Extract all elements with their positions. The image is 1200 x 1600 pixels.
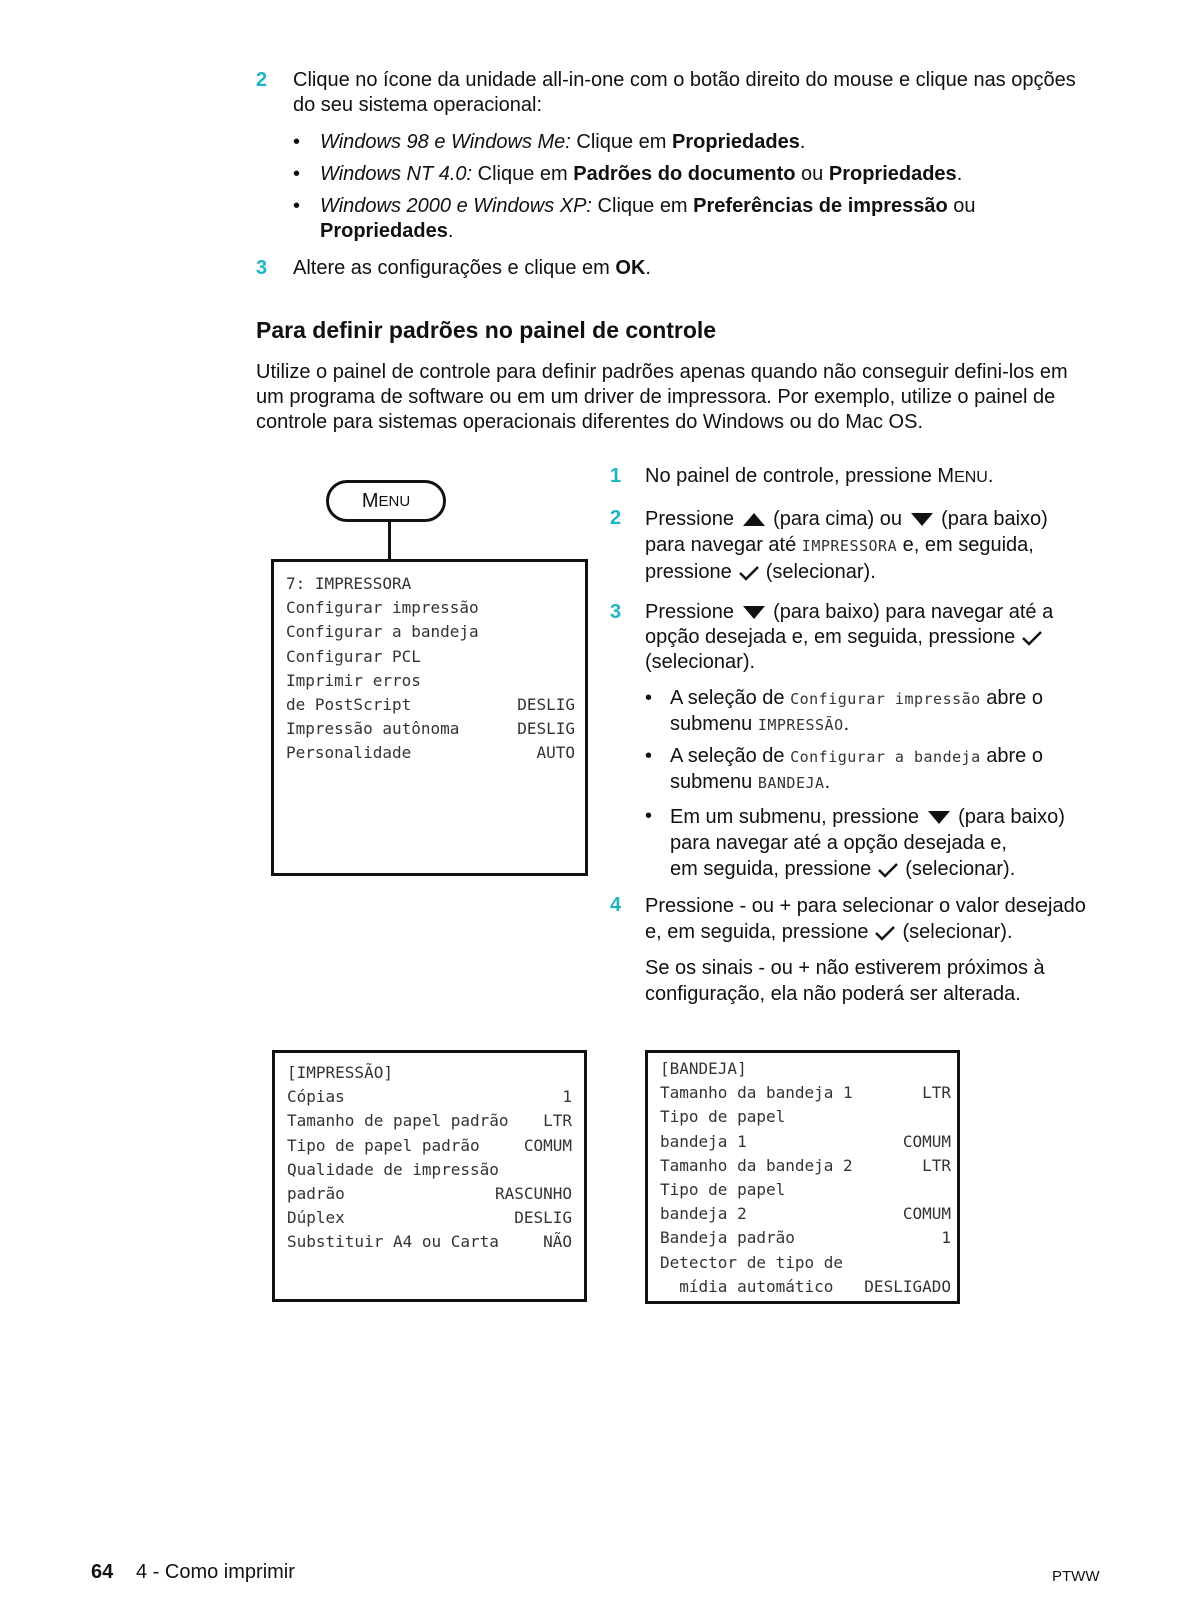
lcd-row xyxy=(660,1081,951,1105)
text: (para baixo) xyxy=(958,806,1065,828)
text: abre o xyxy=(980,687,1043,709)
lcd-label: 7: IMPRESSORA xyxy=(286,574,412,593)
step-text xyxy=(293,68,1113,118)
lcd-row xyxy=(286,717,575,741)
lcd-value: DESLIG xyxy=(517,695,575,715)
lcd-row xyxy=(660,1251,951,1275)
lcd-label: Cópias xyxy=(287,1087,345,1107)
text: e, em seguida, pressione xyxy=(645,921,869,943)
lcd-label: Configurar a bandeja xyxy=(286,622,479,642)
lcd-label: Dúplex xyxy=(287,1208,345,1228)
lcd-label: Configurar PCL xyxy=(286,646,421,666)
text: opção desejada e, em seguida, pressione xyxy=(645,626,1016,648)
lcd-label: Personalidade xyxy=(286,743,412,763)
text: A seleção de xyxy=(670,745,791,767)
lcd-row xyxy=(286,572,575,596)
text: . xyxy=(824,771,831,793)
text: Clique em xyxy=(570,131,673,153)
lcd-main-menu xyxy=(271,559,588,876)
list-item xyxy=(645,744,1145,804)
lcd-row xyxy=(660,1202,951,1226)
down-arrow-icon xyxy=(743,606,765,619)
intro-line: um programa de software ou em um driver de impressora. Por exemplo, utilize o painel de xyxy=(256,386,1056,408)
step-number: 3 xyxy=(256,257,268,279)
text: A seleção de xyxy=(670,687,791,709)
lcd-label: Tamanho da bandeja 1 xyxy=(660,1083,853,1103)
menu-label-rest: ENU xyxy=(378,492,411,510)
lcd-label: bandeja 1 xyxy=(660,1131,747,1151)
text: submenu xyxy=(670,771,758,793)
lcd-row xyxy=(287,1061,572,1085)
text: pressione xyxy=(645,561,732,583)
lcd-term: BANDEJA xyxy=(757,774,825,792)
text: abre o xyxy=(980,745,1043,767)
connector-line xyxy=(388,522,391,560)
up-arrow-icon xyxy=(743,513,765,526)
lcd-value: AUTO xyxy=(536,743,575,763)
lcd-row xyxy=(660,1105,951,1129)
text: . xyxy=(447,220,454,242)
lcd-label: Tamanho de papel padrão xyxy=(287,1111,509,1131)
lcd-lines xyxy=(287,1061,572,1255)
text: (para baixo) para navegar até a xyxy=(773,601,1054,623)
os-label: Windows 2000 e Windows XP: xyxy=(320,195,592,217)
lcd-value: LTR xyxy=(922,1155,951,1175)
list-item xyxy=(645,804,1145,893)
bold-term: Propriedades xyxy=(320,220,448,242)
step-4 xyxy=(610,893,1110,1003)
lcd-label: mídia automático xyxy=(660,1276,834,1296)
lcd-label: Tipo de papel xyxy=(660,1180,786,1200)
note-text: Se os sinais - ou + não estiverem próximos à xyxy=(645,957,1045,979)
lcd-label: de PostScript xyxy=(286,695,412,715)
bold-term: Propriedades xyxy=(672,131,800,153)
section-heading: Para definir padrões no painel de controle xyxy=(256,317,717,343)
lcd-value: COMUM xyxy=(902,1204,951,1224)
text: ou xyxy=(947,195,976,217)
lcd-label: Bandeja padrão xyxy=(660,1228,795,1248)
lcd-term: IMPRESSORA xyxy=(801,537,898,555)
lcd-lines xyxy=(660,1057,951,1299)
lcd-lines xyxy=(286,572,575,766)
step-2 xyxy=(610,506,1110,600)
menu-button xyxy=(326,480,446,522)
lcd-row xyxy=(286,693,575,717)
text: para navegar até a opção desejada e, xyxy=(670,832,1007,854)
checkmark-icon xyxy=(874,925,896,941)
os-label: Windows NT 4.0: xyxy=(320,163,473,185)
text: (para baixo) xyxy=(941,508,1048,530)
text: Pressione xyxy=(645,508,734,530)
chapter-title: 4 - Como imprimir xyxy=(136,1561,295,1583)
intro-line: controle para sistemas operacionais diferentes do Windows ou do Mac OS. xyxy=(256,411,924,433)
text: . xyxy=(645,257,651,279)
doc-code: PTWW xyxy=(1052,1568,1100,1585)
lcd-label: Imprimir erros xyxy=(286,670,421,690)
bold-term: Propriedades xyxy=(828,163,957,185)
bullet-dot: • xyxy=(645,687,653,709)
text: (selecionar). xyxy=(902,921,1013,943)
lcd-row xyxy=(286,741,575,765)
text: (para cima) ou xyxy=(773,508,902,530)
lcd-row xyxy=(660,1178,951,1202)
text: (selecionar). xyxy=(765,561,876,583)
intro-line: Utilize o painel de controle para definir padrões apenas quando não conseguir defini-los em xyxy=(256,361,1068,383)
text: submenu xyxy=(670,713,758,735)
lcd-label: Detector de tipo de xyxy=(660,1252,844,1272)
bullet-dot: • xyxy=(293,131,301,153)
step-number: 4 xyxy=(610,894,622,916)
lcd-impressao-menu xyxy=(272,1050,587,1302)
step-line: Clique no ícone da unidade all-in-one com o botão direito do mouse e clique nas opções xyxy=(293,69,1076,91)
lcd-label: [BANDEJA] xyxy=(660,1059,747,1078)
lcd-row xyxy=(287,1230,572,1254)
text: . xyxy=(956,163,963,185)
down-arrow-icon xyxy=(928,811,950,824)
lcd-label: Impressão autônoma xyxy=(286,719,460,739)
text: para navegar até xyxy=(645,534,797,556)
lcd-row xyxy=(660,1226,951,1250)
text: No painel de controle, pressione M xyxy=(645,465,955,487)
down-arrow-icon xyxy=(911,513,933,526)
step-1 xyxy=(610,464,1110,506)
step-number: 2 xyxy=(610,507,622,529)
lcd-row xyxy=(660,1057,951,1081)
step-number: 3 xyxy=(610,601,622,623)
lcd-bandeja-menu xyxy=(645,1050,960,1304)
lcd-label: Tamanho da bandeja 2 xyxy=(660,1155,853,1175)
step-line: do seu sistema operacional: xyxy=(293,94,543,116)
bold-term: OK xyxy=(615,257,646,279)
text: Clique em xyxy=(592,195,694,217)
lcd-value: 1 xyxy=(941,1228,951,1248)
lcd-row xyxy=(287,1109,572,1133)
lcd-value: DESLIGADO xyxy=(864,1276,951,1296)
lcd-label: bandeja 2 xyxy=(660,1204,747,1224)
bold-term: Padrões do documento xyxy=(573,163,796,185)
lcd-value: 1 xyxy=(562,1087,572,1107)
lcd-value: DESLIG xyxy=(514,1208,572,1228)
lcd-value: COMUM xyxy=(902,1131,951,1151)
lcd-row xyxy=(286,620,575,644)
bullet-dot: • xyxy=(293,195,301,217)
lcd-label: Tipo de papel xyxy=(660,1107,786,1127)
checkmark-icon xyxy=(877,862,899,878)
text: Clique em xyxy=(472,163,574,185)
step-3 xyxy=(610,600,1110,686)
text: e, em seguida, xyxy=(902,534,1034,556)
lcd-label: Configurar impressão xyxy=(286,598,479,618)
lcd-row xyxy=(660,1154,951,1178)
step-number: 2 xyxy=(256,69,268,91)
lcd-row xyxy=(287,1158,572,1182)
bullet-dot: • xyxy=(645,745,653,767)
bullet-dot: • xyxy=(293,163,301,185)
lcd-label: Qualidade de impressão xyxy=(287,1159,499,1179)
list-item xyxy=(645,686,1145,744)
lcd-value: COMUM xyxy=(523,1135,572,1155)
lcd-value: NÃO xyxy=(543,1232,572,1252)
lcd-term: IMPRESSÃO xyxy=(757,716,844,734)
intro-paragraph xyxy=(256,360,1136,435)
menu-smallcaps: ENU xyxy=(954,469,988,486)
os-label: Windows 98 e Windows Me: xyxy=(320,131,571,153)
lcd-label: padrão xyxy=(287,1184,345,1204)
lcd-row xyxy=(287,1182,572,1206)
text: Altere as configurações e clique em xyxy=(293,257,616,279)
lcd-value: DESLIG xyxy=(517,719,575,739)
lcd-label: Substituir A4 ou Carta xyxy=(287,1232,499,1252)
lcd-value: RASCUNHO xyxy=(494,1184,572,1204)
lcd-value: LTR xyxy=(922,1083,951,1103)
lcd-label: Tipo de papel padrão xyxy=(287,1135,480,1155)
text: (selecionar). xyxy=(645,651,756,673)
menu-label-initial: M xyxy=(361,489,379,512)
lcd-row xyxy=(287,1206,572,1230)
step-text xyxy=(293,256,651,281)
bold-term: Preferências de impressão xyxy=(693,195,948,217)
text: em seguida, pressione xyxy=(670,858,872,880)
text: Pressione xyxy=(645,601,734,623)
text: Pressione - ou + para selecionar o valor desejado xyxy=(645,895,1086,917)
text: ou xyxy=(795,163,829,185)
lcd-row xyxy=(287,1134,572,1158)
lcd-term: Configurar a bandeja xyxy=(790,748,981,766)
lcd-row xyxy=(660,1130,951,1154)
checkmark-icon xyxy=(738,565,760,581)
lcd-row xyxy=(660,1275,951,1299)
step-number: 1 xyxy=(610,465,622,487)
text: . xyxy=(799,131,806,153)
page-number: 64 xyxy=(91,1561,114,1583)
lcd-row xyxy=(286,645,575,669)
text: (selecionar). xyxy=(905,858,1016,880)
text: . xyxy=(843,713,850,735)
lcd-row xyxy=(286,596,575,620)
text: Em um submenu, pressione xyxy=(670,806,920,828)
lcd-row xyxy=(287,1085,572,1109)
lcd-label: [IMPRESSÃO] xyxy=(287,1063,393,1082)
note-text: configuração, ela não poderá ser alterada. xyxy=(645,983,1021,1005)
text: . xyxy=(987,465,994,487)
checkmark-icon xyxy=(1021,630,1043,646)
right-steps xyxy=(610,464,1110,1003)
lcd-row xyxy=(286,669,575,693)
bullet-dot: • xyxy=(645,805,653,827)
lcd-term: Configurar impressão xyxy=(790,690,981,708)
lcd-value: LTR xyxy=(543,1111,572,1131)
